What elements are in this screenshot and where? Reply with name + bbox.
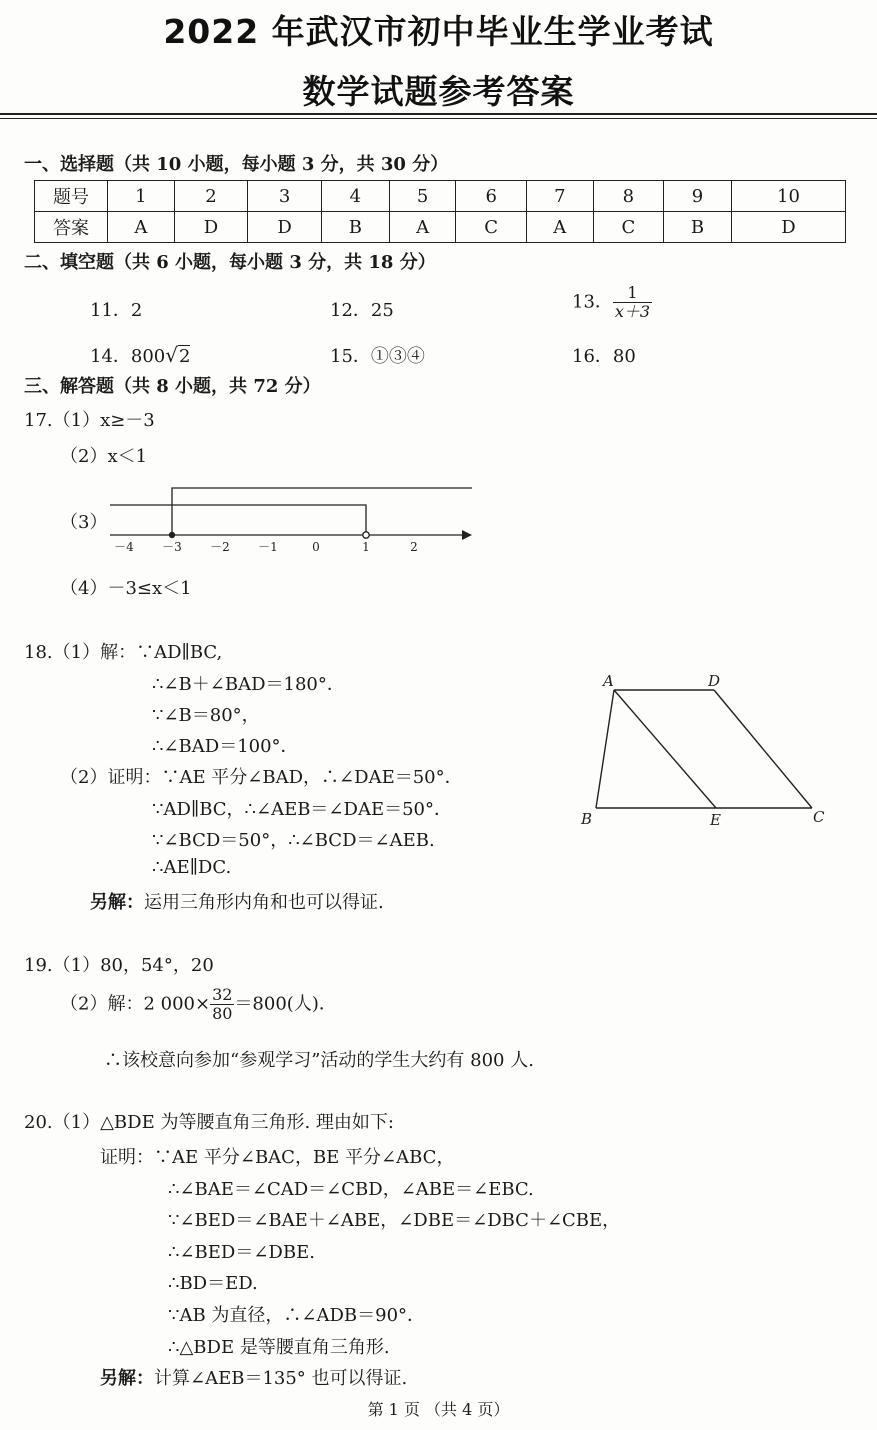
page-title-line2: 数学试题参考答案 xyxy=(302,72,575,111)
segment-AB xyxy=(596,690,614,808)
tick-label: －2 xyxy=(210,540,230,554)
table-cell: 5 xyxy=(389,181,456,212)
table-cell: 6 xyxy=(456,181,526,212)
table-cell: 题号 xyxy=(35,181,108,212)
tick-label: 0 xyxy=(312,540,320,554)
table-cell: 7 xyxy=(526,181,593,212)
alt-solution-label: 另解： xyxy=(100,1368,154,1389)
q17-part4: （4）－3≤x＜1 xyxy=(60,578,192,599)
trapezoid-figure xyxy=(570,668,840,833)
q20-line3: ∴∠BAE＝∠CAD＝∠CBD，∠ABE＝∠EBC. xyxy=(168,1179,534,1200)
solution-ray-x-ge-minus3 xyxy=(172,488,472,535)
tick-label: 1 xyxy=(362,540,370,554)
vertex-label-E: E xyxy=(710,811,721,829)
fraction-denominator: 80 xyxy=(212,1004,233,1023)
segment-DC xyxy=(714,690,812,808)
title-rule-thin xyxy=(0,118,877,119)
sqrt-sign-icon: √ xyxy=(165,343,179,367)
table-cell: A xyxy=(389,212,456,243)
fraction-numerator: 32 xyxy=(212,985,233,1004)
section1-heading: 一、选择题（共 10 小题，每小题 3 分，共 30 分） xyxy=(24,154,449,175)
q17-part3-label: （3） xyxy=(60,512,108,533)
table-cell: 8 xyxy=(593,181,663,212)
q18-line7: ∵∠BCD＝50°，∴∠BCD＝∠AEB. xyxy=(152,830,435,851)
tick-label: －4 xyxy=(114,540,134,554)
q17-part1: 17.（1）x≥－3 xyxy=(24,410,155,431)
vertex-label-B: B xyxy=(581,810,593,828)
table-cell: A xyxy=(526,212,593,243)
table-cell: 2 xyxy=(174,181,248,212)
tick-label: 2 xyxy=(410,540,418,554)
table-cell: D xyxy=(248,212,322,243)
answer-11: 11．2 xyxy=(90,300,143,321)
table-row-answers xyxy=(35,212,846,243)
fraction xyxy=(210,986,234,1023)
q20-line1: 20.（1）△BDE 为等腰直角三角形. 理由如下: xyxy=(24,1112,394,1133)
closed-point-minus3 xyxy=(169,532,175,538)
vertex-label-C: C xyxy=(813,808,825,826)
vertex-label-D: D xyxy=(708,672,721,690)
tick-label: －1 xyxy=(258,540,278,554)
q19-line3: ∴该校意向参加“参观学习”活动的学生大约有 800 人. xyxy=(104,1050,534,1071)
table-cell: C xyxy=(456,212,526,243)
table-cell: D xyxy=(731,212,845,243)
q18-line5: （2）证明：∵AE 平分∠BAD，∴∠DAE＝50°． xyxy=(60,767,463,788)
vertex-label-A: A xyxy=(603,672,614,690)
segment-AE xyxy=(614,690,716,808)
q19-line2-suffix: ＝800(人)． xyxy=(234,993,337,1015)
table-cell: 1 xyxy=(108,181,175,212)
q20-line4: ∵∠BED＝∠BAE＋∠ABE，∠DBE＝∠DBC＋∠CBE， xyxy=(168,1210,621,1231)
alt-solution-text: 运用三角形内角和也可以得证. xyxy=(144,892,384,913)
open-point-1 xyxy=(363,532,369,538)
answer-13-label: 13． xyxy=(572,291,613,313)
q18-line2: ∴∠B＋∠BAD＝180°． xyxy=(152,674,345,695)
answer-16: 16．80 xyxy=(572,346,636,367)
answer-14-label: 14．800 xyxy=(90,346,166,367)
fraction xyxy=(613,284,652,321)
answer-13 xyxy=(572,284,652,321)
fraction-denominator: x＋3 xyxy=(614,302,651,321)
section3-heading: 三、解答题（共 8 小题，共 72 分） xyxy=(24,376,321,397)
q19-line2-prefix: （2）解：2 000× xyxy=(60,993,211,1015)
title-rule-thick xyxy=(0,113,877,115)
table-cell: C xyxy=(593,212,663,243)
table-cell: B xyxy=(664,212,732,243)
page-footer: 第 1 页 （共 4 页） xyxy=(367,1400,510,1419)
table-cell: 10 xyxy=(731,181,845,212)
q17-part2: （2）x＜1 xyxy=(60,446,148,467)
table-cell: 9 xyxy=(664,181,732,212)
table-cell: A xyxy=(108,212,175,243)
sqrt-radicand: 2 xyxy=(179,346,191,367)
alt-solution-label: 另解： xyxy=(90,892,144,913)
q18-line8: ∴AE∥DC. xyxy=(152,857,232,878)
q20-line6: ∴BD＝ED. xyxy=(168,1273,258,1294)
q20-line7: ∵AB 为直径，∴∠ADB＝90°． xyxy=(168,1305,426,1326)
q20-alt-solution xyxy=(100,1364,407,1390)
table-cell: B xyxy=(321,212,389,243)
q18-line1: 18.（1）解：∵AD∥BC, xyxy=(24,642,223,663)
section2-heading: 二、填空题（共 6 小题，每小题 3 分，共 18 分） xyxy=(24,252,436,273)
tick-label: －3 xyxy=(162,540,182,554)
answer-table xyxy=(34,180,846,243)
q18-line6: ∵AD∥BC，∴∠AEB＝∠DAE＝50°． xyxy=(152,799,452,820)
number-line-figure xyxy=(100,480,480,560)
q19-line2 xyxy=(60,986,337,1023)
alt-solution-text: 计算∠AEB＝135° 也可以得证. xyxy=(154,1368,408,1389)
table-cell: D xyxy=(174,212,248,243)
q18-line3: ∵∠B＝80°， xyxy=(152,705,260,726)
q18-line4: ∴∠BAD＝100°． xyxy=(152,736,299,757)
q20-line5: ∴∠BED＝∠DBE. xyxy=(168,1242,315,1263)
q20-line2: 证明：∵AE 平分∠BAC，BE 平分∠ABC， xyxy=(100,1147,455,1168)
q18-alt-solution xyxy=(90,888,384,914)
page-title-line1: 2022 年武汉市初中毕业生学业考试 xyxy=(163,12,714,51)
fraction-numerator: 1 xyxy=(613,284,652,303)
solution-ray-x-lt-1 xyxy=(110,505,366,535)
answer-12: 12．25 xyxy=(330,300,394,321)
table-cell: 4 xyxy=(321,181,389,212)
table-cell: 3 xyxy=(248,181,322,212)
q19-line1: 19.（1）80，54°，20 xyxy=(24,955,214,976)
table-row-numbers xyxy=(35,181,846,212)
number-line-arrow-icon xyxy=(462,530,472,540)
q20-line8: ∴△BDE 是等腰直角三角形. xyxy=(168,1337,390,1358)
answer-15: 15．①③④ xyxy=(330,346,425,367)
answer-14 xyxy=(90,342,190,368)
table-cell: 答案 xyxy=(35,212,108,243)
